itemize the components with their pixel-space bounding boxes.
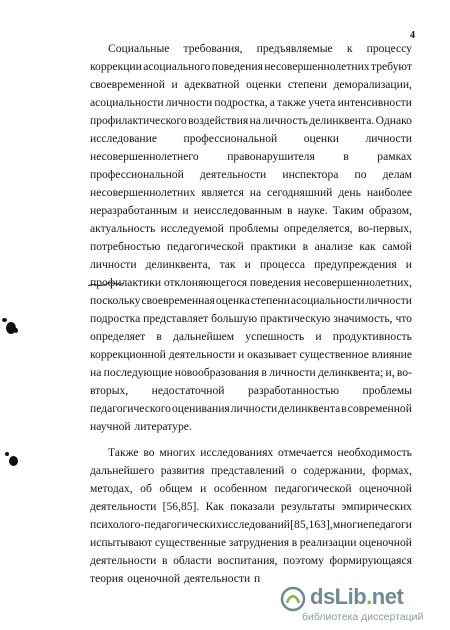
word: отмечается	[278, 446, 333, 459]
word: влияние	[371, 348, 412, 361]
word: формирующаяся	[329, 554, 412, 567]
text-line	[90, 94, 412, 112]
word: исследованиях	[200, 446, 274, 459]
word: степени	[250, 294, 290, 307]
word: личность	[262, 114, 308, 127]
ink-blot	[5, 452, 9, 456]
word: степени	[287, 78, 327, 91]
word: учета	[308, 96, 336, 109]
text-line	[90, 130, 412, 148]
text-line	[90, 328, 412, 346]
word: личности	[365, 294, 412, 307]
word: проблемы	[362, 384, 412, 397]
word: формах,	[371, 464, 412, 477]
word: делам	[382, 168, 412, 181]
word: общем	[159, 482, 193, 495]
word: разработанностью	[248, 384, 340, 397]
text-line	[90, 480, 412, 498]
word: день	[338, 186, 361, 199]
word: асоциальности	[290, 294, 365, 307]
word: педагоги	[368, 518, 412, 531]
word: личности	[165, 96, 213, 109]
word: несовершеннолетних	[264, 60, 370, 73]
ink-blot	[9, 456, 18, 466]
word: представлений	[211, 464, 285, 477]
word: п	[254, 572, 261, 585]
word: в	[261, 366, 267, 379]
word: [85,163],	[290, 518, 333, 531]
word: дальнейшего	[90, 464, 155, 477]
word: современной	[347, 402, 412, 415]
watermark[interactable]	[274, 584, 444, 626]
watermark-subtitle: библиотека диссертаций	[302, 611, 424, 623]
word: психолого-педагогических	[90, 518, 222, 531]
word: отклоняющегося	[163, 276, 248, 289]
word: делинквента;	[318, 366, 384, 379]
word: профессиональной	[90, 168, 184, 181]
word: во	[143, 446, 155, 459]
word: неисследованным	[193, 204, 283, 217]
word: затруднения	[228, 536, 290, 549]
word: самой	[382, 240, 412, 253]
word: Однако	[375, 114, 412, 127]
word: в	[302, 240, 309, 253]
text-line	[90, 382, 412, 400]
word: испытывают	[90, 536, 153, 549]
word: и	[405, 258, 412, 271]
word: практическую	[260, 312, 331, 325]
word: продуктивность	[332, 330, 412, 343]
word: многие	[332, 518, 369, 531]
word: развития	[160, 464, 205, 477]
word: научной	[90, 420, 131, 433]
word: подростка,	[214, 96, 268, 109]
text-line	[90, 148, 412, 166]
word: коррекционной	[90, 348, 166, 361]
dslib-logo-icon	[280, 586, 306, 612]
word: личности	[90, 258, 137, 271]
word: представляет	[143, 312, 209, 325]
word: в	[343, 150, 349, 163]
word: [56,85].	[162, 500, 200, 513]
word: как	[359, 240, 376, 253]
text-line	[90, 274, 412, 292]
word: рамках	[377, 150, 412, 163]
word: личности	[365, 132, 412, 145]
text-line	[90, 292, 412, 310]
word: также	[277, 96, 307, 109]
text-line	[90, 58, 412, 76]
word: педагогического	[90, 402, 171, 415]
word: многих	[159, 446, 196, 459]
word: Также	[108, 446, 139, 459]
word: практики	[250, 240, 297, 253]
word: поведения	[211, 60, 263, 73]
word: профессиональной	[183, 132, 278, 145]
word: на	[249, 114, 261, 127]
word: определяет	[90, 330, 146, 343]
text-line	[108, 444, 412, 462]
word: делинквента,	[145, 258, 211, 271]
word: оценки	[246, 78, 282, 91]
word: существенные	[154, 536, 227, 549]
word: методах,	[90, 482, 133, 495]
word: дальнейшем	[172, 330, 235, 343]
word: деятельности	[168, 348, 236, 361]
text-line	[90, 310, 412, 328]
word: к	[346, 42, 353, 55]
word: и,	[385, 366, 395, 379]
text-line	[90, 256, 412, 274]
word: анализе	[314, 240, 353, 253]
word: определяется,	[283, 222, 353, 235]
word: деятельности	[183, 572, 251, 585]
word: Как	[205, 500, 224, 513]
word: в	[291, 536, 298, 549]
word: асоциальности	[90, 96, 164, 109]
ink-blot	[14, 328, 18, 333]
word: особенном	[213, 482, 268, 495]
word: несовершеннолетних,	[303, 276, 412, 289]
text-line	[90, 498, 412, 516]
word: и	[315, 330, 322, 343]
ink-blot	[2, 318, 7, 322]
word: большую	[211, 312, 258, 325]
word: необходимость	[337, 446, 412, 459]
text-line	[90, 418, 412, 436]
word: оценочной	[127, 572, 181, 585]
word: теория	[90, 572, 124, 585]
word: оценка	[215, 294, 250, 307]
word: актуальность	[90, 222, 156, 235]
text-line	[90, 400, 412, 418]
word: поскольку	[90, 294, 141, 307]
word: потребностью	[90, 240, 161, 253]
word: науке.	[297, 204, 328, 217]
pen-mark	[86, 281, 126, 289]
word: реализации	[299, 536, 357, 549]
word: содержании,	[303, 464, 366, 477]
word: оценки	[303, 132, 339, 145]
word: и	[182, 204, 189, 217]
word: недостаточной	[151, 384, 225, 397]
word: существенное	[299, 348, 369, 361]
word: интенсивности	[337, 96, 412, 109]
word: на	[249, 186, 262, 199]
word: эмпирических	[341, 500, 412, 513]
word: поведения	[249, 276, 302, 289]
word: своевременная	[141, 294, 215, 307]
text-line	[90, 112, 412, 130]
text-line	[90, 516, 412, 534]
word: воспитания,	[217, 554, 278, 567]
word: адекватной	[184, 78, 240, 91]
word: в	[341, 402, 347, 415]
word: делинквента	[278, 402, 341, 415]
text-line	[90, 364, 412, 382]
text-line	[90, 534, 412, 552]
word: поэтому	[283, 554, 324, 567]
word: во-первых,	[357, 222, 412, 235]
word: и	[200, 482, 207, 495]
word: подростка	[90, 312, 141, 325]
word: воздействия	[188, 114, 249, 127]
word: требования,	[183, 42, 243, 55]
word: Социальные	[108, 42, 170, 55]
word: показали	[230, 500, 275, 513]
text-line	[90, 184, 412, 202]
word: профилактического	[90, 114, 187, 127]
word: так	[219, 258, 236, 271]
text-line	[90, 552, 412, 570]
word: предъявляемые	[256, 42, 333, 55]
word: оказывает	[247, 348, 297, 361]
word: новообразования	[174, 366, 260, 379]
word: несовершеннолетнего	[90, 150, 199, 163]
word: о	[290, 464, 297, 477]
word: и	[171, 78, 178, 91]
word: в	[162, 554, 168, 567]
word: по	[354, 168, 367, 181]
word: коррекции	[90, 60, 142, 73]
word: области	[173, 554, 212, 567]
word: педагогической	[274, 482, 352, 495]
word: требуют	[371, 60, 412, 73]
word: сегодняшний	[267, 186, 333, 199]
word: результаты	[280, 500, 336, 513]
text-line	[90, 462, 412, 480]
word: предупреждения	[314, 258, 397, 271]
word: и	[238, 348, 245, 361]
word: является	[201, 186, 244, 199]
word: асоциального	[143, 60, 211, 73]
text-line	[90, 346, 412, 364]
word: во-	[396, 366, 412, 379]
text-line	[90, 166, 412, 184]
word: и	[244, 258, 251, 271]
word: на	[90, 366, 102, 379]
word: инспектора	[282, 168, 339, 181]
word: несовершеннолетних	[90, 186, 196, 199]
word: наиболее	[366, 186, 412, 199]
text-line	[108, 40, 412, 58]
word: проблемы	[229, 222, 279, 235]
text-line	[90, 238, 412, 256]
word: исследований	[221, 518, 291, 531]
word: правонарушителя	[227, 150, 315, 163]
word: успешность	[245, 330, 305, 343]
word: процессу	[366, 42, 412, 55]
word: неразработанным	[90, 204, 178, 217]
text-line	[90, 76, 412, 94]
word: в	[287, 204, 293, 217]
word: деятельности	[90, 500, 157, 513]
word: оценочной	[359, 536, 412, 549]
word: Таким	[332, 204, 364, 217]
word: исследование	[90, 132, 157, 145]
word: делинквента.	[309, 114, 375, 127]
word: деятельности	[90, 554, 157, 567]
word: личности	[230, 402, 278, 415]
word: а	[269, 96, 275, 109]
word: значимость,	[333, 312, 393, 325]
word: деморализации,	[333, 78, 412, 91]
page-number: 4	[410, 30, 415, 41]
word: деятельности	[199, 168, 267, 181]
text-line	[90, 220, 412, 238]
text-line	[90, 202, 412, 220]
word: оценочной	[359, 482, 412, 495]
word: исследуемой	[160, 222, 224, 235]
watermark-brand: dsLib.net	[310, 584, 404, 609]
word: личности	[269, 366, 316, 379]
word: процесса	[259, 258, 305, 271]
word: последующие	[103, 366, 173, 379]
word: оценивания	[171, 402, 230, 415]
word: вторых,	[90, 384, 129, 397]
word: своевременной	[90, 78, 165, 91]
word: литературе.	[134, 420, 192, 433]
word: профилактики	[90, 276, 162, 289]
word: педагогической	[166, 240, 244, 253]
word: в	[156, 330, 162, 343]
word: об	[140, 482, 152, 495]
word: что	[395, 312, 412, 325]
word: образом,	[369, 204, 412, 217]
